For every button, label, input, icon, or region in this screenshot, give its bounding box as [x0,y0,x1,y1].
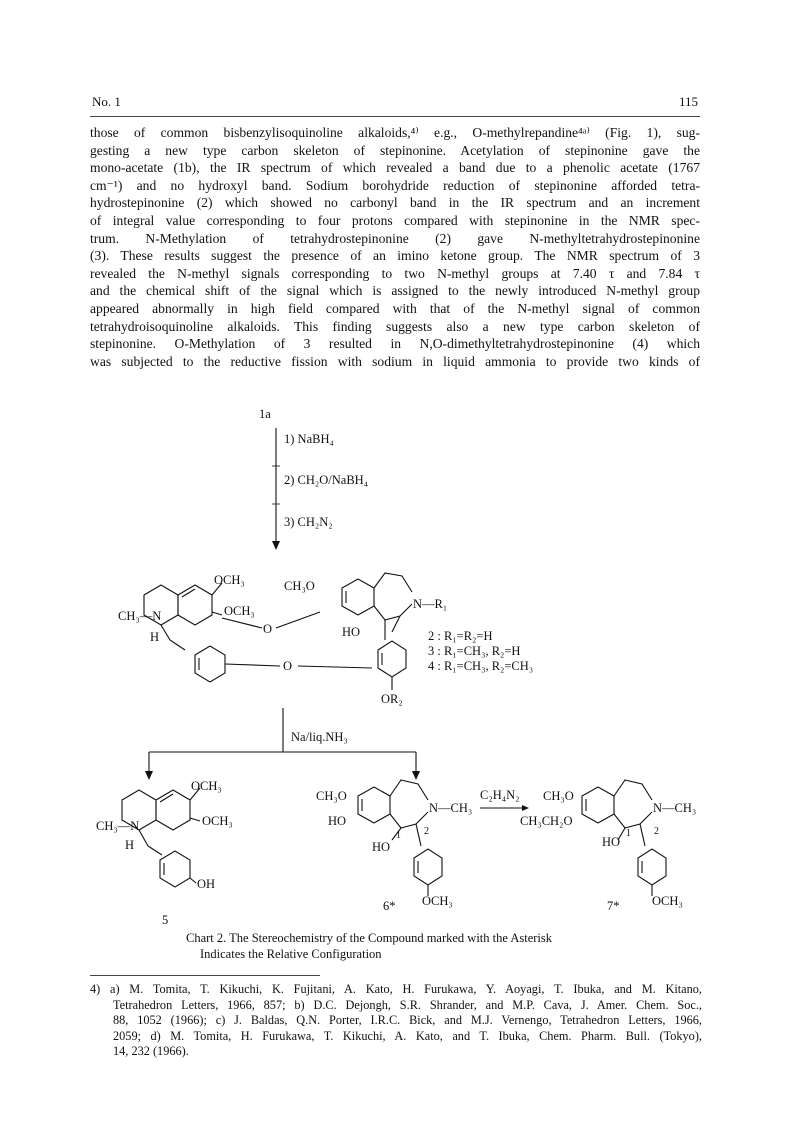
footnote-line-4: 2059; d) M. Tomita, H. Furukawa, T. Kikuchi, A. Kato, and T. Ibuka, Chem. Pharm. Bull. (Tokyo), [113,1028,702,1043]
footnote-line-3: 88, 1052 (1966); c) J. Baldas, Q.N. Porter, I.R.C. Bick, and M.J. Vernengo, Tetrahedron Letters, 1966, [113,1013,702,1028]
label-o-bridge-2: O [283,659,293,673]
footnote-line-5: 14, 232 (1966). [113,1044,189,1059]
reagent-step-2: 2) CH₂O/NaBH₄ [284,473,369,487]
body-line-9: revealed the N-methyl signals corresponding to two N-methyl groups at 7.40 τ and 7.84 τ [90,265,700,281]
label-nch3-6: N—CH₃ [429,801,473,815]
body-line-12: tetrahydroisoquinoline alkaloids. This finding suggests also a new type carbon skeleton of [90,318,700,334]
body-line-10: and the chemical shift of the signal which is assigned to the newly introduced N-methyl group [90,283,700,299]
footnote [90,982,702,1060]
compound-7-label: 7* [607,899,620,913]
compound-5-label: 5 [162,913,169,927]
body-line-5: hydrostepinonine (2) which showed no carbonyl band in the IR spectrum and an increment [90,195,700,211]
label-ch3o-7: CH₃O [543,789,574,803]
label-ho-7: HO [602,835,621,849]
body-line-11: appeared abnormally in high field compared with that of the N-methyl signal of common [90,300,700,316]
label-h-a: H [150,630,160,644]
legend-line-1: 2 : R₁=R₂=H [428,629,493,643]
label-ch3o-a: CH₃O [284,579,315,593]
body-line-3: mono-acetate (1b), the IR spectrum of which revealed a band due to a phenolic acetate (1767 [90,160,700,176]
label-c2-6: 2 [424,826,429,837]
label-ho-6b: HO [372,840,391,854]
label-och3-a: OCH₃ [214,573,245,587]
label-och3-b: OCH₃ [224,604,255,618]
label-ho-6a: HO [328,814,347,828]
methylation-reagent: C₂H₄N₂ [480,788,520,802]
page-number: 115 [678,94,698,109]
label-ch3n-5: CH₃—N [96,819,140,833]
footnote-line-2: Tetrahedron Letters, 1966, 857; b) D.C. Dejongh, S.R. Shrander, and M.P. Cava, J. Amer. Chem. Soc., [113,997,702,1012]
body-line-4: cm⁻¹) and no hydroxyl band. Sodium borohydride reduction of stepinonine afforded tetra- [90,177,700,193]
label-c2-7: 2 [654,826,659,837]
body-line-2: gesting a new type carbon skeleton of stepinonine. Acetylation of stepinonine gave the [90,142,700,158]
footnote-rule [90,975,320,976]
label-ch3ch2o-7: CH₃CH₂O [520,814,573,828]
journal-number: No. 1 [92,94,121,109]
body-line-7: trum. N-Methylation of tetrahydrostepinonine (2) gave N-methyltetrahydrostepinonine [90,230,700,246]
fission-reagent: Na/liq.NH₃ [291,730,348,744]
label-och3-6: OCH₃ [422,894,453,908]
label-nch3-7: N—CH₃ [653,801,697,815]
label-or2: OR₂ [381,692,403,706]
footnote-line-1: 4) a) M. Tomita, T. Kikuchi, K. Fujitani, A. Kato, H. Furukawa, Y. Aoyagi, T. Ibuka, and M. Kitano, [90,982,702,996]
label-h-5: H [125,838,135,852]
start-compound-label: 1a [259,407,271,421]
chart-caption [186,931,706,962]
label-n-r1: N—R₁ [413,597,448,611]
legend-line-2: 3 : R₁=CH₃, R₂=H [428,644,521,658]
label-ch3o-6: CH₃O [316,789,347,803]
label-ho-a: HO [342,625,361,639]
body-line-6: of integral value corresponding to four protons compared with stepinonine in the NMR spec- [90,212,700,228]
body-line-14: was subjected to the reductive fission with sodium in liquid ammonia to provide two kinds of [90,353,700,369]
body-line-1: those of common bisbenzylisoquinoline alkaloids,⁴⁾ e.g., O-methylrepandine⁴ᵃ⁾ (Fig. 1), sug- [90,125,700,140]
label-ch3n-a: CH₃—N [118,609,162,623]
reagent-step-3: 3) CH₂N₂ [284,515,333,529]
body-line-13: stepinonine. O-Methylation of 3 resulted in N,O-dimethyltetrahydrostepinonine (4) which [90,336,700,352]
label-oh-5: OH [197,877,216,891]
label-och3-5b: OCH₃ [202,814,233,828]
legend-line-3: 4 : R₁=CH₃, R₂=CH₃ [428,659,534,673]
compound-6-label: 6* [383,899,396,913]
body-line-8: (3). These results suggest the presence of an imino ketone group. The NMR spectrum of 3 [90,248,700,264]
label-och3-7: OCH₃ [652,894,683,908]
label-c1-6: 1 [396,830,401,841]
label-och3-5a: OCH₃ [191,779,222,793]
label-o-bridge-1: O [263,622,273,636]
reagent-step-1: 1) NaBH₄ [284,432,334,446]
label-c1-7: 1 [626,828,631,839]
caption-line-1: Chart 2. The Stereochemistry of the Compound marked with the Asterisk [186,931,553,945]
caption-line-2: Indicates the Relative Configuration [200,946,382,961]
